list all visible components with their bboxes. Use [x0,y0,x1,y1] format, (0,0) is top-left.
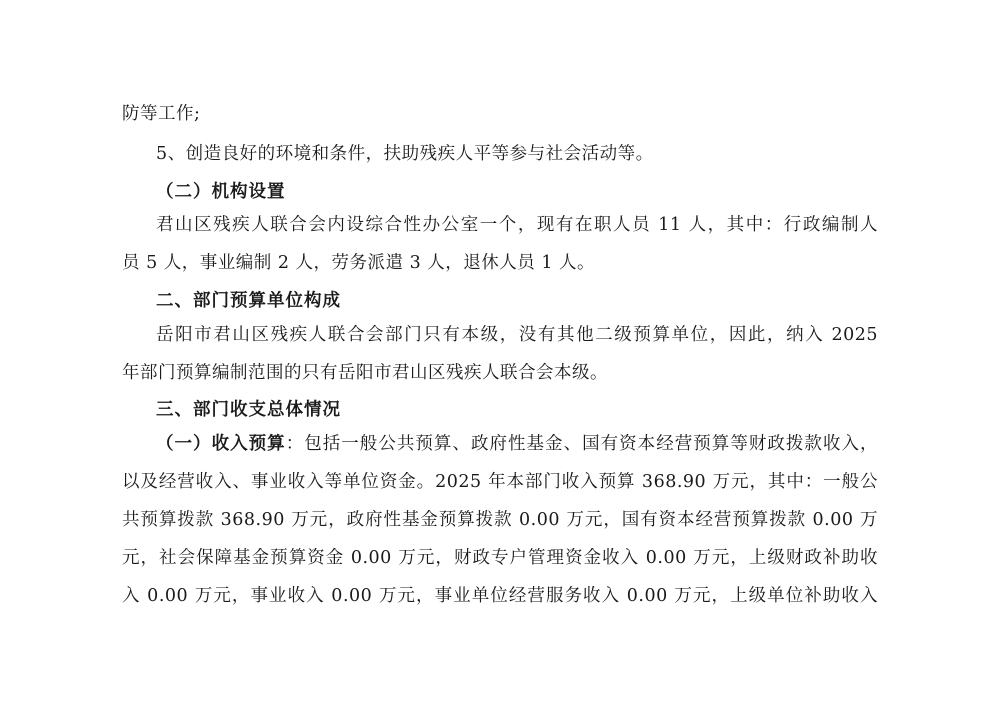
text-line: 防等工作; [122,104,201,124]
text-line: 君山区残疾人联合会内设综合性办公室一个，现有在职人员 11 人，其中：行政编制人 [156,215,878,235]
text-line: 共预算拨款 368.90 万元，政府性基金预算拨款 0.00 万元，国有资本经营预算拨款 0.00 万 [122,510,878,530]
text-line: 以及经营收入、事业收入等单位资金。2025 年本部门收入预算 368.90 万元，其中：一般公 [122,472,878,492]
text-line: 年部门预算编制范围的只有岳阳市君山区残疾人联合会本级。 [122,363,608,383]
text-line: 岳阳市君山区残疾人联合会部门只有本级，没有其他二级预算单位，因此，纳入 2025 [156,325,878,345]
text-span: ：包括一般公共预算、政府性基金、国有资本经营预算等财政拨款收入， [285,434,879,454]
text-line: 元，社会保障基金预算资金 0.00 万元，财政专户管理资金收入 0.00 万元，上级财政补助收 [122,548,878,568]
section-heading: （二）机构设置 [156,182,286,202]
text-line [156,433,878,455]
text-line: 员 5 人，事业编制 2 人，劳务派遣 3 人，退休人员 1 人。 [122,253,596,273]
section-heading: 三、部门收支总体情况 [156,400,341,420]
section-heading: 二、部门预算单位构成 [156,291,341,311]
subsection-lead: （一）收入预算 [156,434,286,454]
text-line: 5、创造良好的环境和条件，扶助残疾人平等参与社会活动等。 [156,144,654,164]
text-line: 入 0.00 万元，事业收入 0.00 万元，事业单位经营服务收入 0.00 万元，上级单位补助收入 [122,586,878,606]
